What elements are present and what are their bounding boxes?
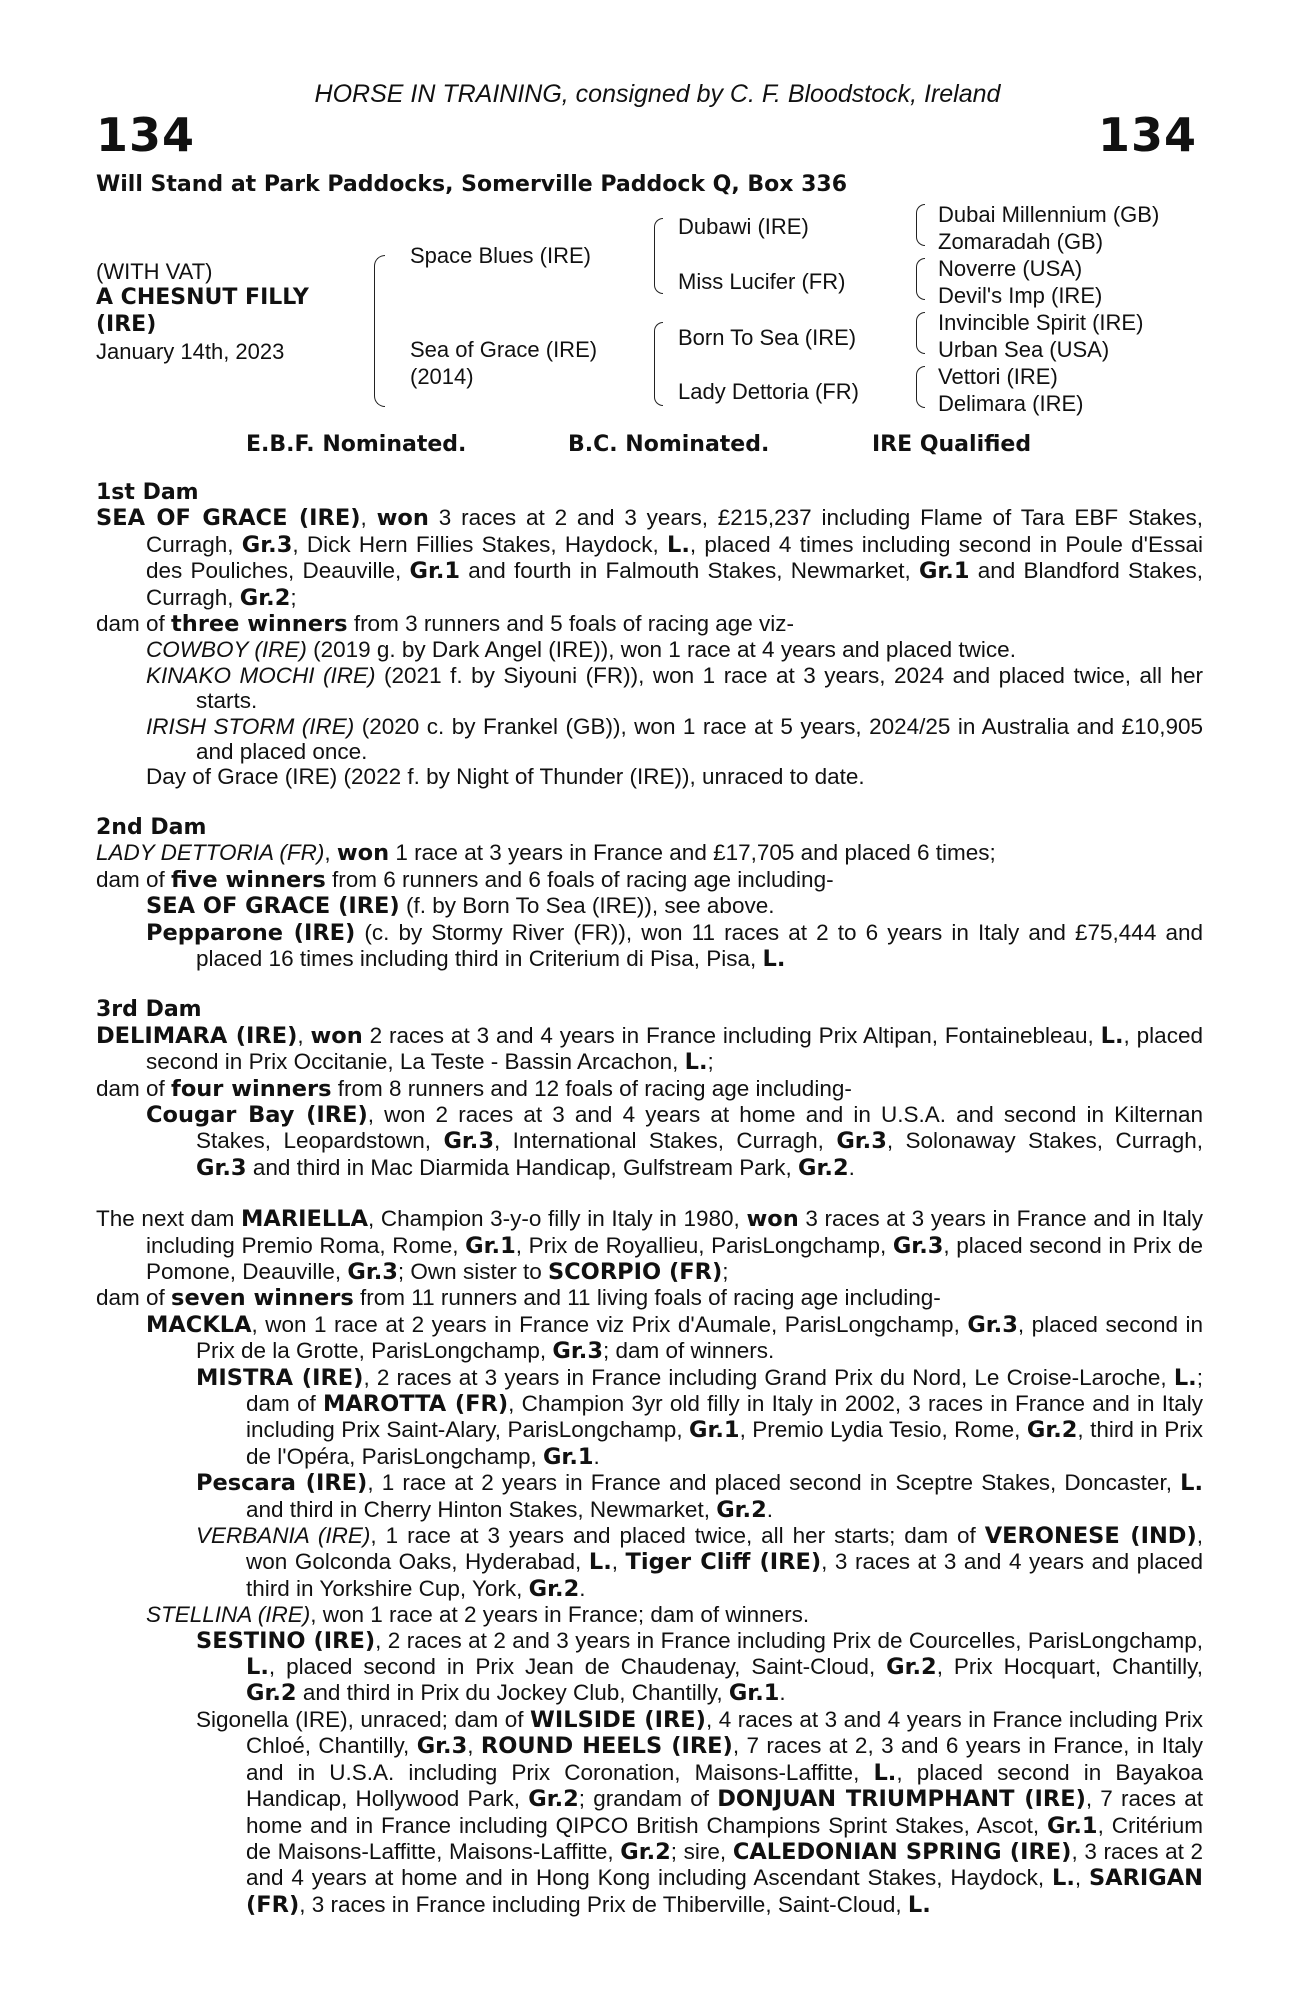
stand-location: Will Stand at Park Paddocks, Somerville Paddock Q, Box 336	[96, 172, 848, 197]
text: , International Stakes, Curragh,	[494, 1128, 837, 1154]
dam-dam-name: Lady Dettoria (FR)	[678, 379, 859, 404]
sd-dam-name: Devil's Imp (IRE)	[938, 283, 1103, 308]
text: , placed second in Prix de la Grotte, ParisLongchamp,	[196, 1311, 1204, 1364]
grade: Gr.3	[416, 1733, 468, 1760]
text: ,	[467, 1733, 481, 1759]
sire-dam-name: Miss Lucifer (FR)	[678, 269, 846, 294]
spacer	[96, 972, 1203, 997]
ds-sire-name: Invincible Spirit (IRE)	[938, 310, 1144, 335]
offspring-name: CALEDONIAN SPRING (IRE)	[732, 1838, 1072, 1865]
text: Sigonella (IRE), unraced; dam of	[196, 1706, 531, 1732]
text: ; Own sister to	[397, 1258, 548, 1284]
text: from 3 runners and 5 foals of racing age viz-	[347, 611, 795, 637]
text: .	[593, 1443, 600, 1469]
grade: L.	[246, 1654, 269, 1681]
dam-name: Sea of Grace (IRE)	[410, 337, 598, 362]
grade: Gr.2	[798, 1154, 849, 1181]
text: , 1 race at 2 years in France and placed second in Sceptre Stakes, Doncaster,	[367, 1470, 1181, 1496]
text: and Blandford Stakes, Curragh,	[146, 558, 1204, 610]
text: , Premio Lydia Tesio, Rome,	[739, 1417, 1027, 1443]
text: ,	[611, 1549, 626, 1575]
text: ;	[722, 1258, 729, 1284]
offspring-entry	[96, 663, 1203, 714]
text: ;	[707, 1049, 714, 1075]
grade: L.	[684, 1049, 708, 1076]
pedigree-brace-sire	[654, 218, 663, 294]
offspring-entry	[96, 1523, 1203, 1602]
offspring-entry: Day of Grace (IRE) (2022 f. by Night of Thunder (IRE)), unraced to date.	[146, 764, 865, 790]
offspring-entry	[96, 637, 1203, 662]
first-dam-name: SEA OF GRACE (IRE)	[96, 505, 361, 532]
lot-number-left: 134	[96, 108, 196, 162]
winners-count: seven winners	[171, 1285, 354, 1312]
offspring-entry	[96, 920, 1203, 973]
grade: Gr.1	[728, 1680, 780, 1707]
grade: Gr.3	[967, 1311, 1018, 1338]
text: , 3 races at 2 and 4 years at home and in Hong Kong including Ascendant Stakes, Haydock,	[246, 1838, 1203, 1891]
text: 1 race at 3 years in France and £17,705 and placed 6 times;	[389, 840, 996, 866]
text: and third in Cherry Hinton Stakes, Newmarket,	[246, 1496, 717, 1522]
dd-sire-name: Vettori (IRE)	[938, 364, 1058, 389]
text: (2019 g. by Dark Angel (IRE)), won 1 race at 4 years and placed twice.	[306, 637, 1016, 663]
grade: Gr.2	[886, 1654, 937, 1681]
foaling-date: January 14th, 2023	[96, 339, 285, 364]
spacer	[96, 1181, 1203, 1206]
text: The next dam	[96, 1206, 242, 1232]
text: , placed second in Prix Jean de Chaudenay, Saint-Cloud,	[268, 1654, 887, 1680]
text: .	[848, 1154, 855, 1180]
offspring-name: Pescara (IRE)	[196, 1470, 368, 1497]
next-dam-name: MARIELLA	[241, 1206, 369, 1233]
grade: L.	[588, 1549, 612, 1576]
text: , won 2 races at 3 and 4 years at home and in U.S.A. and second in Kilternan Stakes, Leopardstown,	[196, 1101, 1203, 1154]
third-dam-heading: 3rd Dam	[96, 997, 202, 1023]
horse-origin: (IRE)	[96, 312, 157, 337]
offspring-name: Pepparone (IRE)	[146, 919, 356, 946]
text: ; grandam of	[578, 1786, 718, 1812]
text: ;	[290, 584, 297, 610]
grade: Gr.1	[1047, 1812, 1098, 1839]
text: , Solonaway Stakes, Curragh,	[886, 1128, 1203, 1154]
sd-sire-name: Noverre (USA)	[938, 256, 1083, 281]
grade: Gr.2	[239, 584, 291, 611]
grade: Gr.3	[443, 1128, 495, 1155]
text: , won Golconda Oaks, Hyderabad,	[246, 1523, 1204, 1575]
pedigree-brace-ds	[916, 312, 925, 354]
next-dam-produce	[96, 1285, 1203, 1311]
grade: Gr.3	[552, 1338, 603, 1365]
text: 3 races at 2 and 3 years, £215,237 including Flame of Tara EBF Stakes, Curragh,	[146, 505, 1203, 557]
grade: Gr.1	[409, 558, 461, 585]
offspring-entry	[96, 1602, 1203, 1627]
offspring-name: SARIGAN (FR)	[246, 1865, 1203, 1918]
text: , Critérium de Maisons-Laffitte, Maisons-Laffitte,	[246, 1812, 1203, 1864]
grade: L.	[1180, 1470, 1203, 1497]
text: , won 1 race at 2 years in France; dam of winners.	[310, 1602, 810, 1628]
vat-note: (WITH VAT)	[96, 259, 213, 284]
sire-sire-name: Dubawi (IRE)	[678, 214, 809, 239]
grade: Gr.3	[347, 1258, 398, 1285]
grade: Gr.3	[241, 531, 293, 558]
dam-year: (2014)	[410, 364, 474, 389]
text: 2 races at 3 and 4 years in France including Prix Altipan, Fontainebleau,	[362, 1022, 1101, 1048]
winners-count: four winners	[171, 1075, 332, 1102]
offspring-name: MAROTTA (FR)	[322, 1391, 509, 1417]
offspring-name: MISTRA (IRE)	[196, 1364, 364, 1391]
ds-dam-name: Urban Sea (USA)	[938, 337, 1110, 362]
consignor-header: HORSE IN TRAINING, consigned by C. F. Bloodstock, Ireland	[314, 80, 1001, 108]
bc-nomination: B.C. Nominated.	[568, 432, 770, 457]
grade: Gr.1	[918, 558, 970, 585]
grade: L.	[873, 1759, 897, 1786]
offspring-entry	[96, 1707, 1203, 1918]
offspring-entry	[96, 1470, 1203, 1523]
text: dam of	[96, 611, 172, 637]
next-dam-record	[96, 1206, 1203, 1285]
offspring-name: KINAKO MOCHI (IRE)	[146, 662, 376, 688]
text: dam of	[96, 866, 172, 892]
text: , Champion 3yr old filly in Italy in 2002, 3 races in France and in Italy including Prix Saint-Alary, ParisLongchamp,	[246, 1391, 1203, 1443]
second-dam-produce	[96, 867, 1203, 893]
text: , placed second in Prix Occitanie, La Teste - Bassin Arcachon,	[146, 1022, 1203, 1075]
text: , 3 races in France including Prix de Thiberville, Saint-Cloud,	[299, 1891, 908, 1917]
offspring-name: ROUND HEELS (IRE)	[480, 1733, 733, 1760]
text: (2021 f. by Siyouni (FR)), won 1 race at 3 years, 2024 and placed twice, all her starts.	[196, 662, 1203, 714]
second-dam-name: LADY DETTORIA (FR)	[96, 840, 325, 866]
grade: L.	[1173, 1364, 1197, 1391]
ire-qualified: IRE Qualified	[872, 432, 1032, 457]
grade: L.	[762, 945, 786, 972]
grade: Gr.2	[1026, 1417, 1078, 1444]
offspring-entry	[96, 1365, 1203, 1471]
grade: L.	[907, 1891, 931, 1918]
sister-name: SCORPIO (FR)	[547, 1258, 723, 1285]
first-dam-record: SEA OF GRACE (IRE), won 3 races at 2 and 3 years, £215,237 including Flame of Tara EBF Stakes, Curragh, Gr.3, Dick Hern Fillies Stakes, Haydock, L., placed 4 times including second in Poule d'Essai des Pouliches, Deauville, Gr.1 and fourth in Falmouth Stakes, Newmarket, Gr.1 and Blandford Stakes, Curragh, Gr.2;	[96, 505, 1204, 611]
text: from 8 runners and 12 foals of racing age including-	[331, 1075, 852, 1101]
winners-count: five winners	[171, 866, 326, 893]
text: (c. by Stormy River (FR)), won 11 races at 2 to 6 years in Italy and £75,444 and placed 16 times including third in Criterium di Pisa, Pisa,	[196, 919, 1203, 971]
offspring-entry	[96, 714, 1203, 765]
sire-name: Space Blues (IRE)	[410, 243, 591, 268]
won-label: won	[336, 840, 390, 867]
ss-sire-name: Dubai Millennium (GB)	[938, 202, 1160, 227]
pedigree-brace-dd	[916, 366, 925, 408]
text: , 2 races at 2 and 3 years in France including Prix de Courcelles, ParisLongchamp,	[375, 1627, 1203, 1653]
grade: Gr.3	[196, 1154, 247, 1181]
grade: Gr.1	[689, 1417, 740, 1444]
grade: Gr.1	[465, 1232, 516, 1259]
dam-sire-name: Born To Sea (IRE)	[678, 325, 857, 350]
offspring-entry	[96, 1312, 1203, 1365]
offspring-name: COWBOY (IRE)	[146, 637, 307, 663]
ebf-nomination: E.B.F. Nominated.	[246, 432, 467, 457]
text: and third in Prix du Jockey Club, Chantilly,	[296, 1680, 729, 1706]
third-dam-name: DELIMARA (IRE)	[96, 1022, 298, 1049]
grade: L.	[1100, 1022, 1124, 1049]
grade: Gr.3	[836, 1128, 887, 1155]
grade: Gr.2	[246, 1680, 297, 1707]
text: , third in Prix de l'Opéra, ParisLongchamp,	[246, 1417, 1203, 1469]
offspring-name: VERONESE (IND)	[984, 1523, 1197, 1550]
offspring-entry	[96, 1102, 1203, 1181]
offspring-name: Tiger Cliff (IRE)	[625, 1549, 822, 1576]
grade: Gr.3	[892, 1232, 944, 1259]
text: ; dam of	[246, 1364, 1203, 1416]
offspring-entry	[96, 1628, 1203, 1707]
second-dam-heading: 2nd Dam	[96, 814, 207, 840]
grade: L.	[666, 531, 690, 558]
third-dam-produce	[96, 1076, 1203, 1102]
grade: Gr.2	[620, 1838, 671, 1865]
offspring-name: WILSIDE (IRE)	[530, 1706, 706, 1733]
text: , 7 races at home and in France including QIPCO British Champions Sprint Stakes, Ascot,	[246, 1786, 1203, 1838]
offspring-name: MACKLA	[146, 1311, 252, 1338]
pedigree-brace-sd	[916, 258, 925, 300]
text: 3 races at 3 years in France and in Italy including Premio Roma, Rome,	[146, 1206, 1203, 1258]
grade: Gr.2	[716, 1496, 767, 1523]
pedigree-brace-main	[374, 255, 385, 407]
text: , Dick Hern Fillies Stakes, Haydock,	[292, 531, 667, 557]
grade: Gr.2	[528, 1786, 579, 1813]
won-label: won	[376, 505, 429, 532]
third-dam-record: DELIMARA (IRE), won 2 races at 3 and 4 years in France including Prix Altipan, Fontainebleau, L., placed second in Prix Occitanie, La Teste - Bassin Arcachon, L.;	[96, 1022, 1203, 1076]
pedigree-brace-dam	[654, 322, 663, 406]
winners-count: three winners	[171, 611, 348, 638]
text: , Prix de Royallieu, ParisLongchamp,	[515, 1232, 893, 1258]
offspring-name: STELLINA (IRE)	[146, 1602, 311, 1628]
grade: Gr.2	[528, 1575, 580, 1602]
first-dam-heading: 1st Dam	[96, 480, 199, 505]
text: , Prix Hocquart, Chantilly,	[936, 1654, 1203, 1680]
text: , placed second in Prix de Pomone, Deauville,	[146, 1232, 1203, 1284]
ss-dam-name: Zomaradah (GB)	[938, 229, 1104, 254]
text: dam of	[96, 1075, 172, 1101]
first-dam-produce	[96, 611, 1203, 637]
text: , 2 races at 3 years in France including Grand Prix du Nord, Le Croise-Laroche,	[363, 1364, 1174, 1390]
text: and fourth in Falmouth Stakes, Newmarket,	[460, 558, 919, 584]
spacer	[96, 790, 1203, 815]
text: , placed 4 times including second in Poule d'Essai des Pouliches, Deauville,	[146, 531, 1203, 584]
text: , won 1 race at 2 years in France viz Prix d'Aumale, ParisLongchamp,	[251, 1311, 968, 1337]
text: ,	[1074, 1865, 1089, 1891]
text: ; dam of winners.	[602, 1338, 775, 1364]
dd-dam-name: Delimara (IRE)	[938, 391, 1084, 416]
text: and third in Mac Diarmida Handicap, Gulfstream Park,	[246, 1154, 799, 1180]
text: from 6 runners and 6 foals of racing age including-	[325, 866, 834, 892]
text: (f. by Born To Sea (IRE)), see above.	[399, 893, 775, 919]
won-label: won	[746, 1206, 799, 1233]
text: , 7 races at 2, 3 and 6 years in France, in Italy and in U.S.A. including Prix Coronation, Maisons-Laffitte,	[246, 1733, 1203, 1785]
text: , placed second in Bayakoa Handicap, Hollywood Park,	[246, 1759, 1203, 1812]
offspring-name: SESTINO (IRE)	[196, 1627, 376, 1654]
text: .	[779, 1680, 786, 1706]
text: , 4 races at 3 and 4 years in France including Prix Chloé, Chantilly,	[246, 1706, 1203, 1759]
offspring-entry	[96, 893, 1203, 919]
grade: L.	[1051, 1865, 1075, 1892]
offspring-name: IRISH STORM (IRE)	[146, 713, 355, 739]
offspring-name: SEA OF GRACE (IRE)	[146, 893, 400, 920]
catalogue-body	[96, 480, 1203, 1918]
text: dam of	[96, 1285, 172, 1311]
lot-number-right: 134	[1097, 108, 1197, 162]
text: , Champion 3-y-o filly in Italy in 1980,	[368, 1206, 747, 1232]
offspring-name: Cougar Bay (IRE)	[146, 1101, 368, 1128]
text: , 3 races at 3 and 4 years and placed third in Yorkshire Cup, York,	[246, 1549, 1203, 1601]
text: from 11 runners and 11 living foals of racing age including-	[353, 1285, 941, 1311]
text: (2020 c. by Frankel (GB)), won 1 race at 5 years, 2024/25 in Australia and £10,905 and placed once.	[196, 713, 1203, 765]
second-dam-record: LADY DETTORIA (FR), won 1 race at 3 years in France and £17,705 and placed 6 times;	[96, 840, 996, 867]
pedigree-brace-ss	[916, 204, 925, 246]
offspring-name: VERBANIA (IRE)	[196, 1523, 371, 1549]
offspring-name: DONJUAN TRIUMPHANT (IRE)	[717, 1786, 1086, 1813]
text: .	[766, 1496, 774, 1522]
grade: Gr.1	[542, 1443, 594, 1470]
text: .	[579, 1575, 586, 1601]
text: ; sire,	[670, 1838, 733, 1864]
horse-name: A CHESNUT FILLY	[96, 285, 309, 310]
won-label: won	[310, 1022, 363, 1049]
text: , 1 race at 3 years and placed twice, all her starts; dam of	[370, 1523, 985, 1549]
